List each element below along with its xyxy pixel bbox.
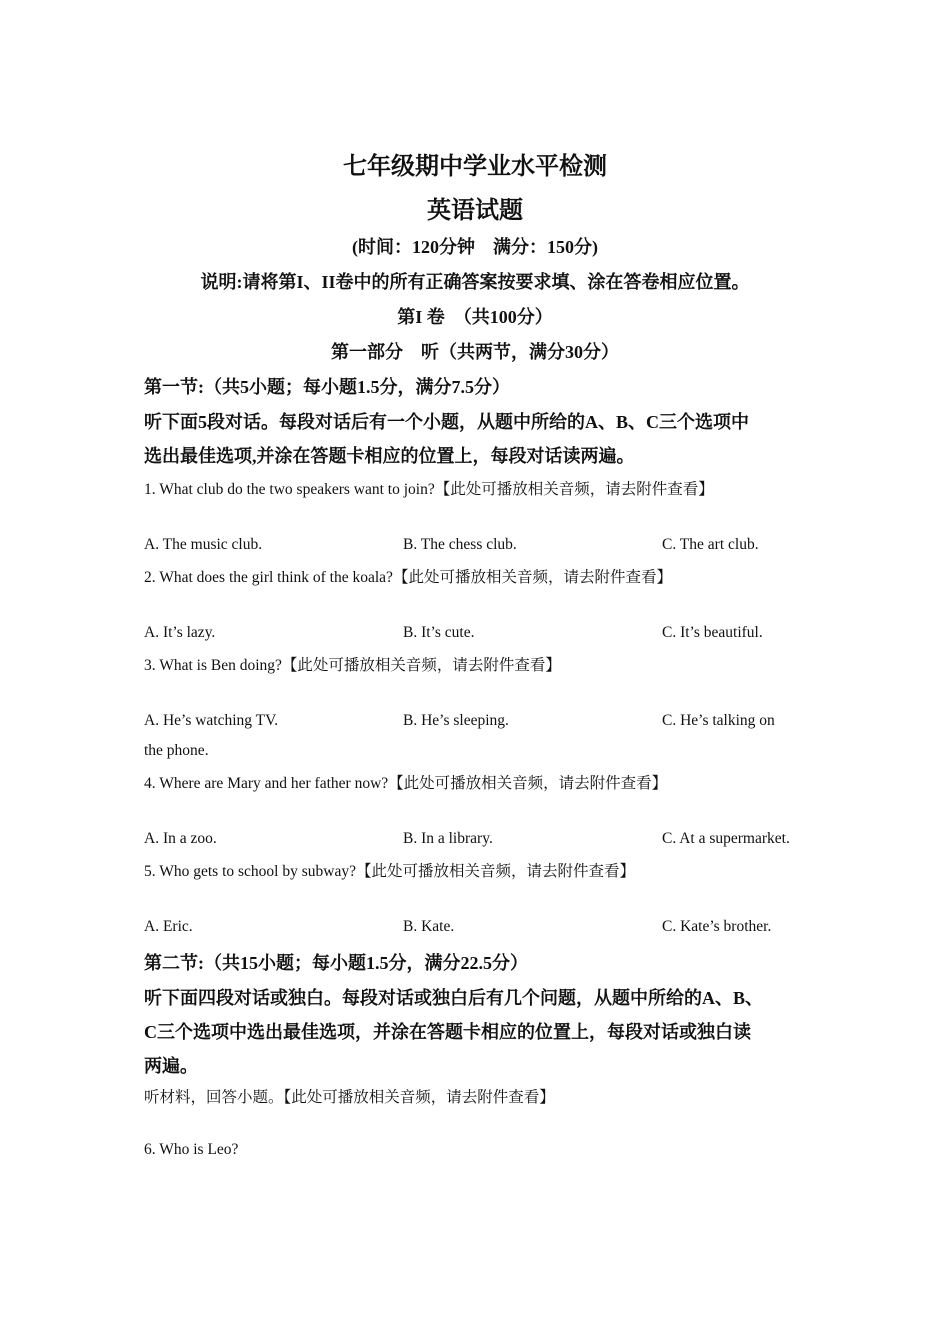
section1-directions-1: 听下面5段对话。每段对话后有一个小题，从题中所给的A、B、C三个选项中	[144, 412, 750, 432]
section1-heading: 第一节:（共5小题；每小题1.5分，满分7.5分）	[144, 377, 510, 397]
exam-title: 七年级期中学业水平检测	[343, 154, 607, 180]
section2-heading: 第二节:（共15小题；每小题1.5分，满分22.5分）	[144, 953, 528, 973]
q3-option-c: C. He’s talking on	[662, 712, 775, 729]
question-4: 4. Where are Mary and her father now?【此处可播放相关音频，请去附件查看】	[144, 775, 668, 792]
q5-option-c: C. Kate’s brother.	[662, 918, 772, 935]
section2-directions-1: 听下面四段对话或独白。每段对话或独白后有几个问题，从题中所给的A、B、	[144, 988, 764, 1008]
q4-option-a: A. In a zoo.	[144, 830, 217, 847]
q1-option-b: B. The chess club.	[403, 536, 517, 553]
q3-option-c-continued: the phone.	[144, 742, 209, 759]
section2-directions-3: 两遍。	[144, 1056, 198, 1076]
q1-option-a: A. The music club.	[144, 536, 263, 553]
time-score-line: (时间：120分钟 满分：150分)	[352, 237, 598, 257]
question-6: 6. Who is Leo?	[144, 1141, 239, 1158]
q2-option-c: C. It’s beautiful.	[662, 624, 763, 641]
q4-option-b: B. In a library.	[403, 830, 493, 847]
exam-subtitle: 英语试题	[427, 198, 523, 224]
q4-option-c: C. At a supermarket.	[662, 830, 790, 847]
question-2: 2. What does the girl think of the koala?【此处可播放相关音频，请去附件查看】	[144, 569, 672, 586]
listening-material-note: 听材料，回答小题。【此处可播放相关音频，请去附件查看】	[144, 1089, 555, 1106]
section2-directions-2: C三个选项中选出最佳选项，并涂在答题卡相应的位置上，每段对话或独白读	[144, 1022, 751, 1042]
q5-option-a: A. Eric.	[144, 918, 193, 935]
q3-option-b: B. He’s sleeping.	[403, 712, 509, 729]
instruction-line: 说明:请将第I、II卷中的所有正确答案按要求填、涂在答卷相应位置。	[200, 272, 750, 292]
q2-option-a: A. It’s lazy.	[144, 624, 216, 641]
q3-option-a: A. He’s watching TV.	[144, 712, 279, 729]
section1-directions-2: 选出最佳选项,并涂在答题卡相应的位置上，每段对话读两遍。	[144, 446, 635, 466]
q5-option-b: B. Kate.	[403, 918, 455, 935]
part-heading: 第一部分 听（共两节，满分30分）	[331, 342, 619, 362]
question-5: 5. Who gets to school by subway?【此处可播放相关音频，请去附件查看】	[144, 863, 635, 880]
question-3: 3. What is Ben doing?【此处可播放相关音频，请去附件查看】	[144, 657, 561, 674]
volume-heading: 第I 卷 （共100分）	[397, 307, 553, 327]
q1-option-c: C. The art club.	[662, 536, 759, 553]
question-1: 1. What club do the two speakers want to join?【此处可播放相关音频，请去附件查看】	[144, 481, 714, 498]
q2-option-b: B. It’s cute.	[403, 624, 475, 641]
